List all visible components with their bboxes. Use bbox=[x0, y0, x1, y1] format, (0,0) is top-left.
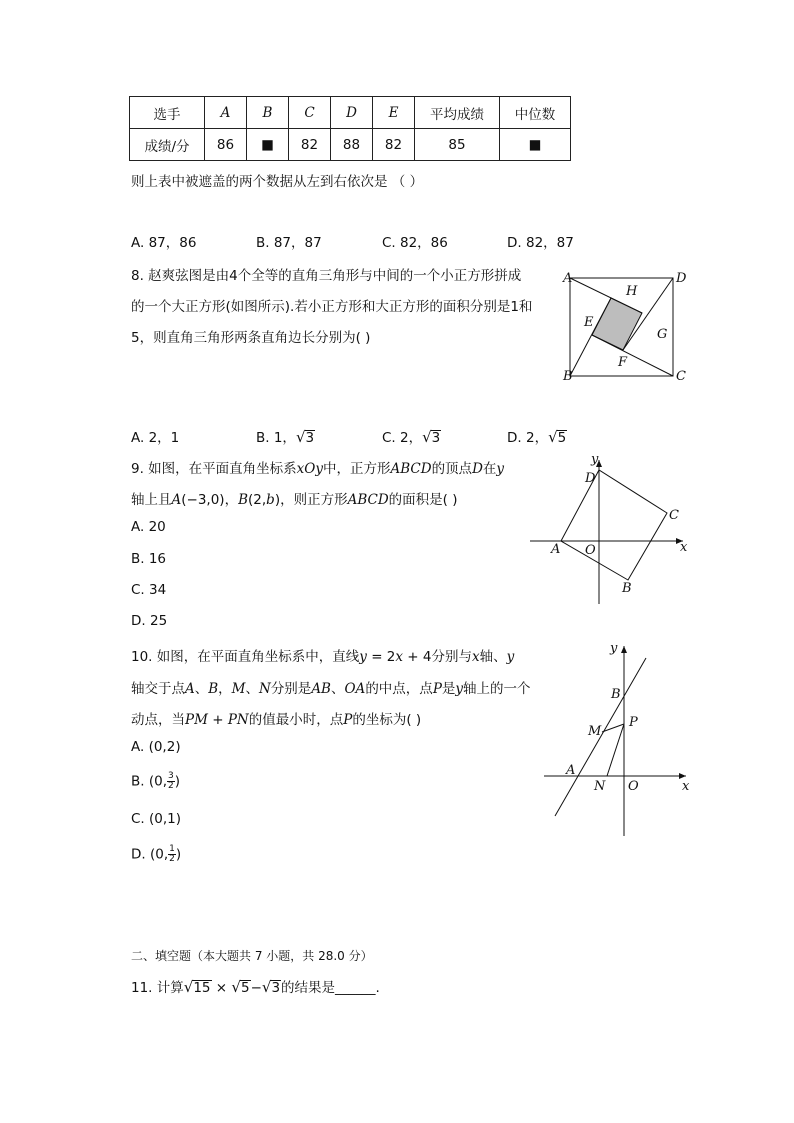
figure-label-o: O bbox=[585, 543, 596, 558]
figure-label-a: A bbox=[551, 542, 561, 557]
text: . bbox=[375, 980, 380, 996]
q9-option-a: A. 20 bbox=[131, 519, 166, 535]
numerator: 1 bbox=[169, 844, 175, 854]
figure-label-o: O bbox=[628, 779, 639, 794]
math: PM bbox=[185, 712, 208, 728]
figure-label-n: N bbox=[594, 779, 606, 794]
q7-option-b: B. 87，87 bbox=[256, 235, 322, 251]
math: xOy bbox=[296, 461, 323, 477]
sqrt-sign: √ bbox=[548, 428, 558, 446]
text: (2, bbox=[248, 492, 267, 508]
math: D bbox=[472, 461, 483, 477]
radicand: 3 bbox=[431, 430, 441, 446]
numerator: 3 bbox=[168, 771, 174, 781]
q7-stem: 则上表中被遮盖的两个数据从左到右依次是 （ ） bbox=[131, 174, 424, 190]
text: 分别是 bbox=[270, 681, 312, 697]
math: A bbox=[171, 492, 182, 508]
math: y bbox=[359, 649, 367, 665]
q9-line1 bbox=[131, 457, 504, 477]
math: ABCD bbox=[390, 461, 432, 477]
figure-label-c: C bbox=[676, 369, 686, 384]
q7-option-a: A. 87，86 bbox=[131, 235, 197, 251]
denominator: 2 bbox=[169, 854, 175, 864]
figure-label-d: D bbox=[676, 271, 687, 286]
q9-option-d: D. 25 bbox=[131, 613, 168, 629]
q10-line3 bbox=[131, 708, 421, 728]
table-cell: 86 bbox=[205, 129, 247, 161]
text: 10. 如图，在平面直角坐标系中，直线 bbox=[131, 649, 360, 665]
table-cell: ■ bbox=[247, 129, 289, 161]
axis-label-x: x bbox=[680, 540, 688, 555]
table-cell: 成绩/分 bbox=[130, 129, 205, 161]
q9-option-b: B. 16 bbox=[131, 551, 167, 567]
math: B bbox=[238, 492, 248, 508]
sqrt-sign: √ bbox=[231, 978, 241, 996]
axis-label-x: x bbox=[682, 779, 690, 794]
sqrt-sign: √ bbox=[261, 978, 272, 996]
option-prefix: D. (0, bbox=[131, 846, 169, 863]
text: 中，正方形 bbox=[322, 461, 391, 477]
table-cell: A bbox=[205, 97, 247, 129]
math: M bbox=[231, 681, 246, 697]
q8-option-a: A. 2，1 bbox=[131, 430, 180, 446]
text: 轴上且 bbox=[131, 492, 172, 508]
figure-label-m: M bbox=[588, 724, 602, 739]
text: 轴交于点 bbox=[131, 681, 185, 697]
radicand: 5 bbox=[557, 430, 567, 446]
text: = 2 bbox=[366, 649, 396, 665]
math: AB bbox=[311, 681, 331, 697]
operator: − bbox=[250, 980, 262, 996]
radicand: 15 bbox=[193, 980, 211, 996]
math: A bbox=[185, 681, 195, 697]
math: PN bbox=[227, 712, 249, 728]
text: 的坐标为( ) bbox=[352, 712, 422, 728]
figure-label-b: B bbox=[563, 369, 573, 384]
table-cell: B bbox=[247, 97, 289, 129]
table-cell: 中位数 bbox=[500, 97, 571, 129]
text: 9. 如图，在平面直角坐标系 bbox=[131, 461, 297, 477]
figure-label-b: B bbox=[611, 687, 621, 702]
q8-option-d bbox=[507, 426, 567, 446]
q7-option-d: D. 82，87 bbox=[507, 235, 574, 251]
text: 轴上的一个 bbox=[463, 681, 531, 697]
text: )，则正方形 bbox=[274, 492, 348, 508]
q10-line2 bbox=[131, 677, 531, 697]
table-cell: 88 bbox=[331, 129, 373, 161]
q8-option-c bbox=[382, 426, 441, 446]
close-paren: ) bbox=[175, 846, 182, 863]
text: 的面积是( ) bbox=[388, 492, 458, 508]
text: 、 bbox=[194, 681, 209, 697]
score-table bbox=[129, 96, 571, 161]
table-cell: 平均成绩 bbox=[415, 97, 500, 129]
q8-line1: 8. 赵爽弦图是由4个全等的直角三角形与中间的一个小正方形拼成 bbox=[131, 268, 522, 284]
table-cell: C bbox=[289, 97, 331, 129]
text: 的中点，点 bbox=[365, 681, 433, 697]
section-title: 二、填空题（本大题共 7 小题，共 28.0 分） bbox=[131, 949, 373, 963]
text: 11. 计算 bbox=[131, 980, 184, 996]
q10-line1 bbox=[131, 645, 514, 665]
text: + 4分别与 bbox=[403, 649, 472, 665]
figure-label-f: F bbox=[618, 355, 628, 370]
table-cell: D bbox=[331, 97, 373, 129]
math: P bbox=[343, 712, 353, 728]
table-cell: 82 bbox=[289, 129, 331, 161]
q10-option-b bbox=[131, 772, 180, 791]
math: x bbox=[395, 649, 404, 665]
text: 在 bbox=[482, 461, 497, 477]
table-cell: E bbox=[373, 97, 415, 129]
q10-option-a: A. (0,2) bbox=[131, 739, 181, 755]
text: 的值最小时，点 bbox=[248, 712, 344, 728]
option-prefix: D. 2， bbox=[507, 430, 549, 446]
figure-label-d: D bbox=[585, 471, 596, 486]
figure-label-c: C bbox=[669, 508, 679, 523]
sqrt-sign: √ bbox=[183, 978, 194, 996]
line-coordinate-figure bbox=[540, 640, 695, 840]
fraction bbox=[168, 845, 176, 864]
option-prefix: B. (0, bbox=[131, 773, 167, 790]
text: ， bbox=[218, 681, 232, 697]
text: 是 bbox=[441, 681, 456, 697]
text: + bbox=[207, 712, 228, 728]
figure-label-b: B bbox=[622, 581, 632, 596]
table-cell: 选手 bbox=[130, 97, 205, 129]
q10-option-c: C. (0,1) bbox=[131, 811, 182, 827]
operator: × bbox=[211, 980, 232, 996]
text: 轴、 bbox=[479, 649, 507, 665]
text: 、 bbox=[245, 681, 259, 697]
axis-label-y: y bbox=[591, 452, 599, 467]
math: P bbox=[432, 681, 442, 697]
q9-line2 bbox=[131, 488, 458, 508]
q8-line2: 的一个大正方形(如图所示).若小正方形和大正方形的面积分别是1和 bbox=[131, 299, 533, 315]
option-prefix: C. 2， bbox=[382, 430, 423, 446]
axis-label-y: y bbox=[610, 641, 618, 656]
table-cell: ■ bbox=[500, 129, 571, 161]
math: y bbox=[506, 649, 515, 665]
sqrt-sign: √ bbox=[295, 428, 306, 446]
text: 的结果是 bbox=[281, 980, 336, 996]
q10-option-d bbox=[131, 845, 181, 864]
math: N bbox=[259, 681, 271, 697]
text: 动点，当 bbox=[131, 712, 185, 728]
math: x bbox=[472, 649, 480, 665]
q7-option-c: C. 82，86 bbox=[382, 235, 448, 251]
close-paren: ) bbox=[174, 773, 181, 790]
figure-label-a: A bbox=[566, 763, 576, 778]
zhao-shuang-figure bbox=[560, 270, 690, 385]
figure-label-h: H bbox=[626, 284, 638, 299]
math: y bbox=[455, 681, 464, 697]
math: b bbox=[266, 492, 275, 508]
math: ABCD bbox=[347, 492, 389, 508]
text: (−3,0)， bbox=[181, 492, 239, 508]
figure-label-p: P bbox=[629, 715, 638, 730]
math: B bbox=[208, 681, 219, 697]
figure-label-g: G bbox=[657, 327, 668, 342]
table-cell: 82 bbox=[373, 129, 415, 161]
q9-option-c: C. 34 bbox=[131, 582, 167, 598]
table-header-row bbox=[130, 97, 571, 129]
q8-option-b bbox=[256, 426, 315, 446]
denominator: 2 bbox=[168, 781, 174, 791]
q8-line3: 5，则直角三角形两条直角边长分别为( ) bbox=[131, 330, 371, 346]
figure-label-a: A bbox=[563, 271, 573, 286]
radicand: 3 bbox=[305, 430, 315, 446]
figure-label-e: E bbox=[584, 315, 594, 330]
text: 、 bbox=[330, 681, 345, 697]
radicand: 3 bbox=[271, 980, 281, 996]
fraction bbox=[167, 772, 175, 791]
math: y bbox=[496, 461, 505, 477]
radicand: 5 bbox=[240, 980, 250, 996]
square-coordinate-figure bbox=[525, 452, 695, 612]
table-cell: 85 bbox=[415, 129, 500, 161]
q11-line bbox=[131, 976, 380, 996]
math: OA bbox=[344, 681, 366, 697]
option-prefix: B. 1， bbox=[256, 430, 296, 446]
table-row bbox=[130, 129, 571, 161]
sqrt-sign: √ bbox=[422, 428, 432, 446]
text: 的顶点 bbox=[431, 461, 473, 477]
answer-blank: ______ bbox=[335, 980, 376, 996]
